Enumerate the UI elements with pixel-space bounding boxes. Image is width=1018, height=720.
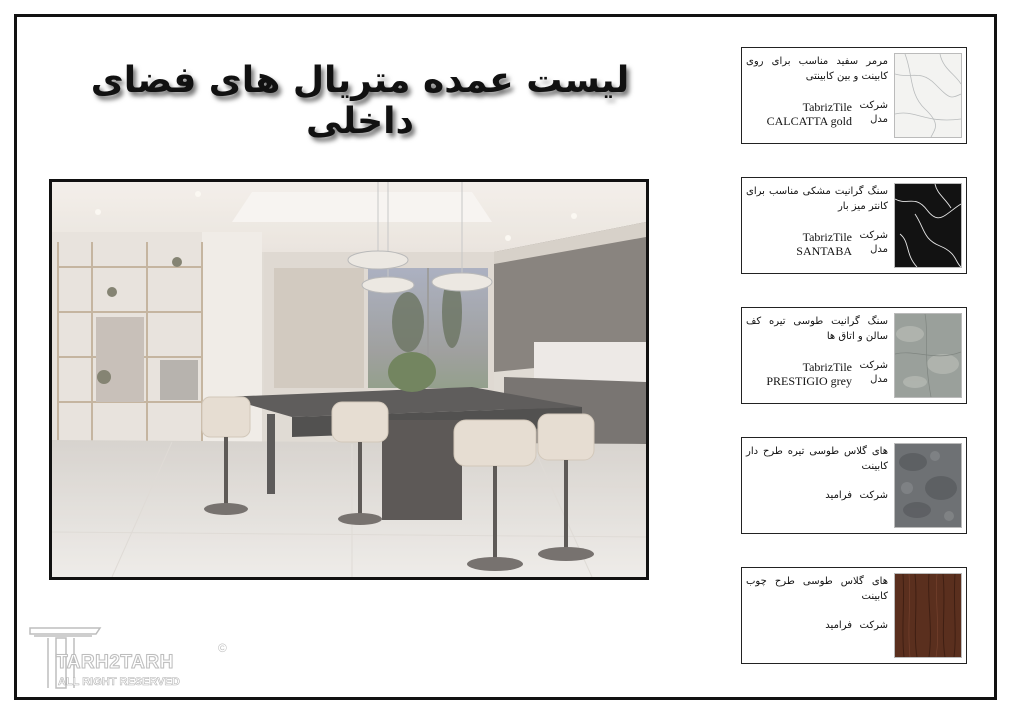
company-label: شرکت bbox=[859, 620, 888, 631]
interior-render-image bbox=[49, 179, 649, 580]
white-marble-swatch bbox=[894, 53, 962, 138]
model-row bbox=[746, 374, 888, 388]
brand-tagline: ALL RIGHT RESERVED bbox=[58, 676, 180, 688]
wood-grain-swatch bbox=[894, 573, 962, 658]
model-value: SANTABA bbox=[796, 244, 852, 258]
company-value: TabrizTile bbox=[802, 230, 852, 244]
company-row bbox=[746, 620, 888, 634]
brand-name: TARH2TARH bbox=[56, 652, 174, 673]
material-card-grey-granite bbox=[741, 307, 967, 404]
material-card-black-marble bbox=[741, 177, 967, 274]
material-card-wood-grain bbox=[741, 567, 967, 664]
model-label: مدل bbox=[870, 114, 888, 125]
company-value: فرامید bbox=[825, 620, 852, 631]
black-marble-swatch bbox=[894, 183, 962, 268]
model-row bbox=[746, 244, 888, 258]
grey-granite-swatch bbox=[894, 313, 962, 398]
copyright-symbol: © bbox=[218, 641, 227, 655]
company-row bbox=[746, 490, 888, 504]
model-label: مدل bbox=[870, 244, 888, 255]
model-label: مدل bbox=[870, 374, 888, 385]
company-value: TabrizTile bbox=[802, 360, 852, 374]
model-value: PRESTIGIO grey bbox=[766, 374, 852, 388]
company-label: شرکت bbox=[859, 490, 888, 501]
company-value: TabrizTile bbox=[802, 100, 852, 114]
company-row bbox=[746, 360, 888, 374]
material-description: مرمر سفید مناسب برای روی کابینت و بین کابینتی bbox=[746, 56, 888, 82]
material-card-white-marble bbox=[741, 47, 967, 144]
company-label: شرکت bbox=[859, 230, 888, 241]
dark-grey-stone-swatch bbox=[894, 443, 962, 528]
material-card-dark-grey-stone bbox=[741, 437, 967, 534]
material-description: سنگ گرانیت مشکی مناسب برای کانتر میز بار bbox=[746, 186, 888, 212]
model-row bbox=[746, 114, 888, 128]
model-value: CALCATTA gold bbox=[766, 114, 852, 128]
company-value: فرامید bbox=[825, 490, 852, 501]
company-row bbox=[746, 100, 888, 114]
company-row bbox=[746, 230, 888, 244]
material-description: سنگ گرانیت طوسی تیره کف سالن و اتاق ها bbox=[746, 316, 888, 342]
material-description: های گلاس طوسی طرح چوب کابینت bbox=[746, 576, 888, 602]
company-label: شرکت bbox=[859, 100, 888, 111]
company-label: شرکت bbox=[859, 360, 888, 371]
page-title: لیست عمده متریال های فضای داخلی bbox=[90, 60, 630, 142]
material-description: های گلاس طوسی تیره طرح دار کابینت bbox=[746, 446, 888, 472]
